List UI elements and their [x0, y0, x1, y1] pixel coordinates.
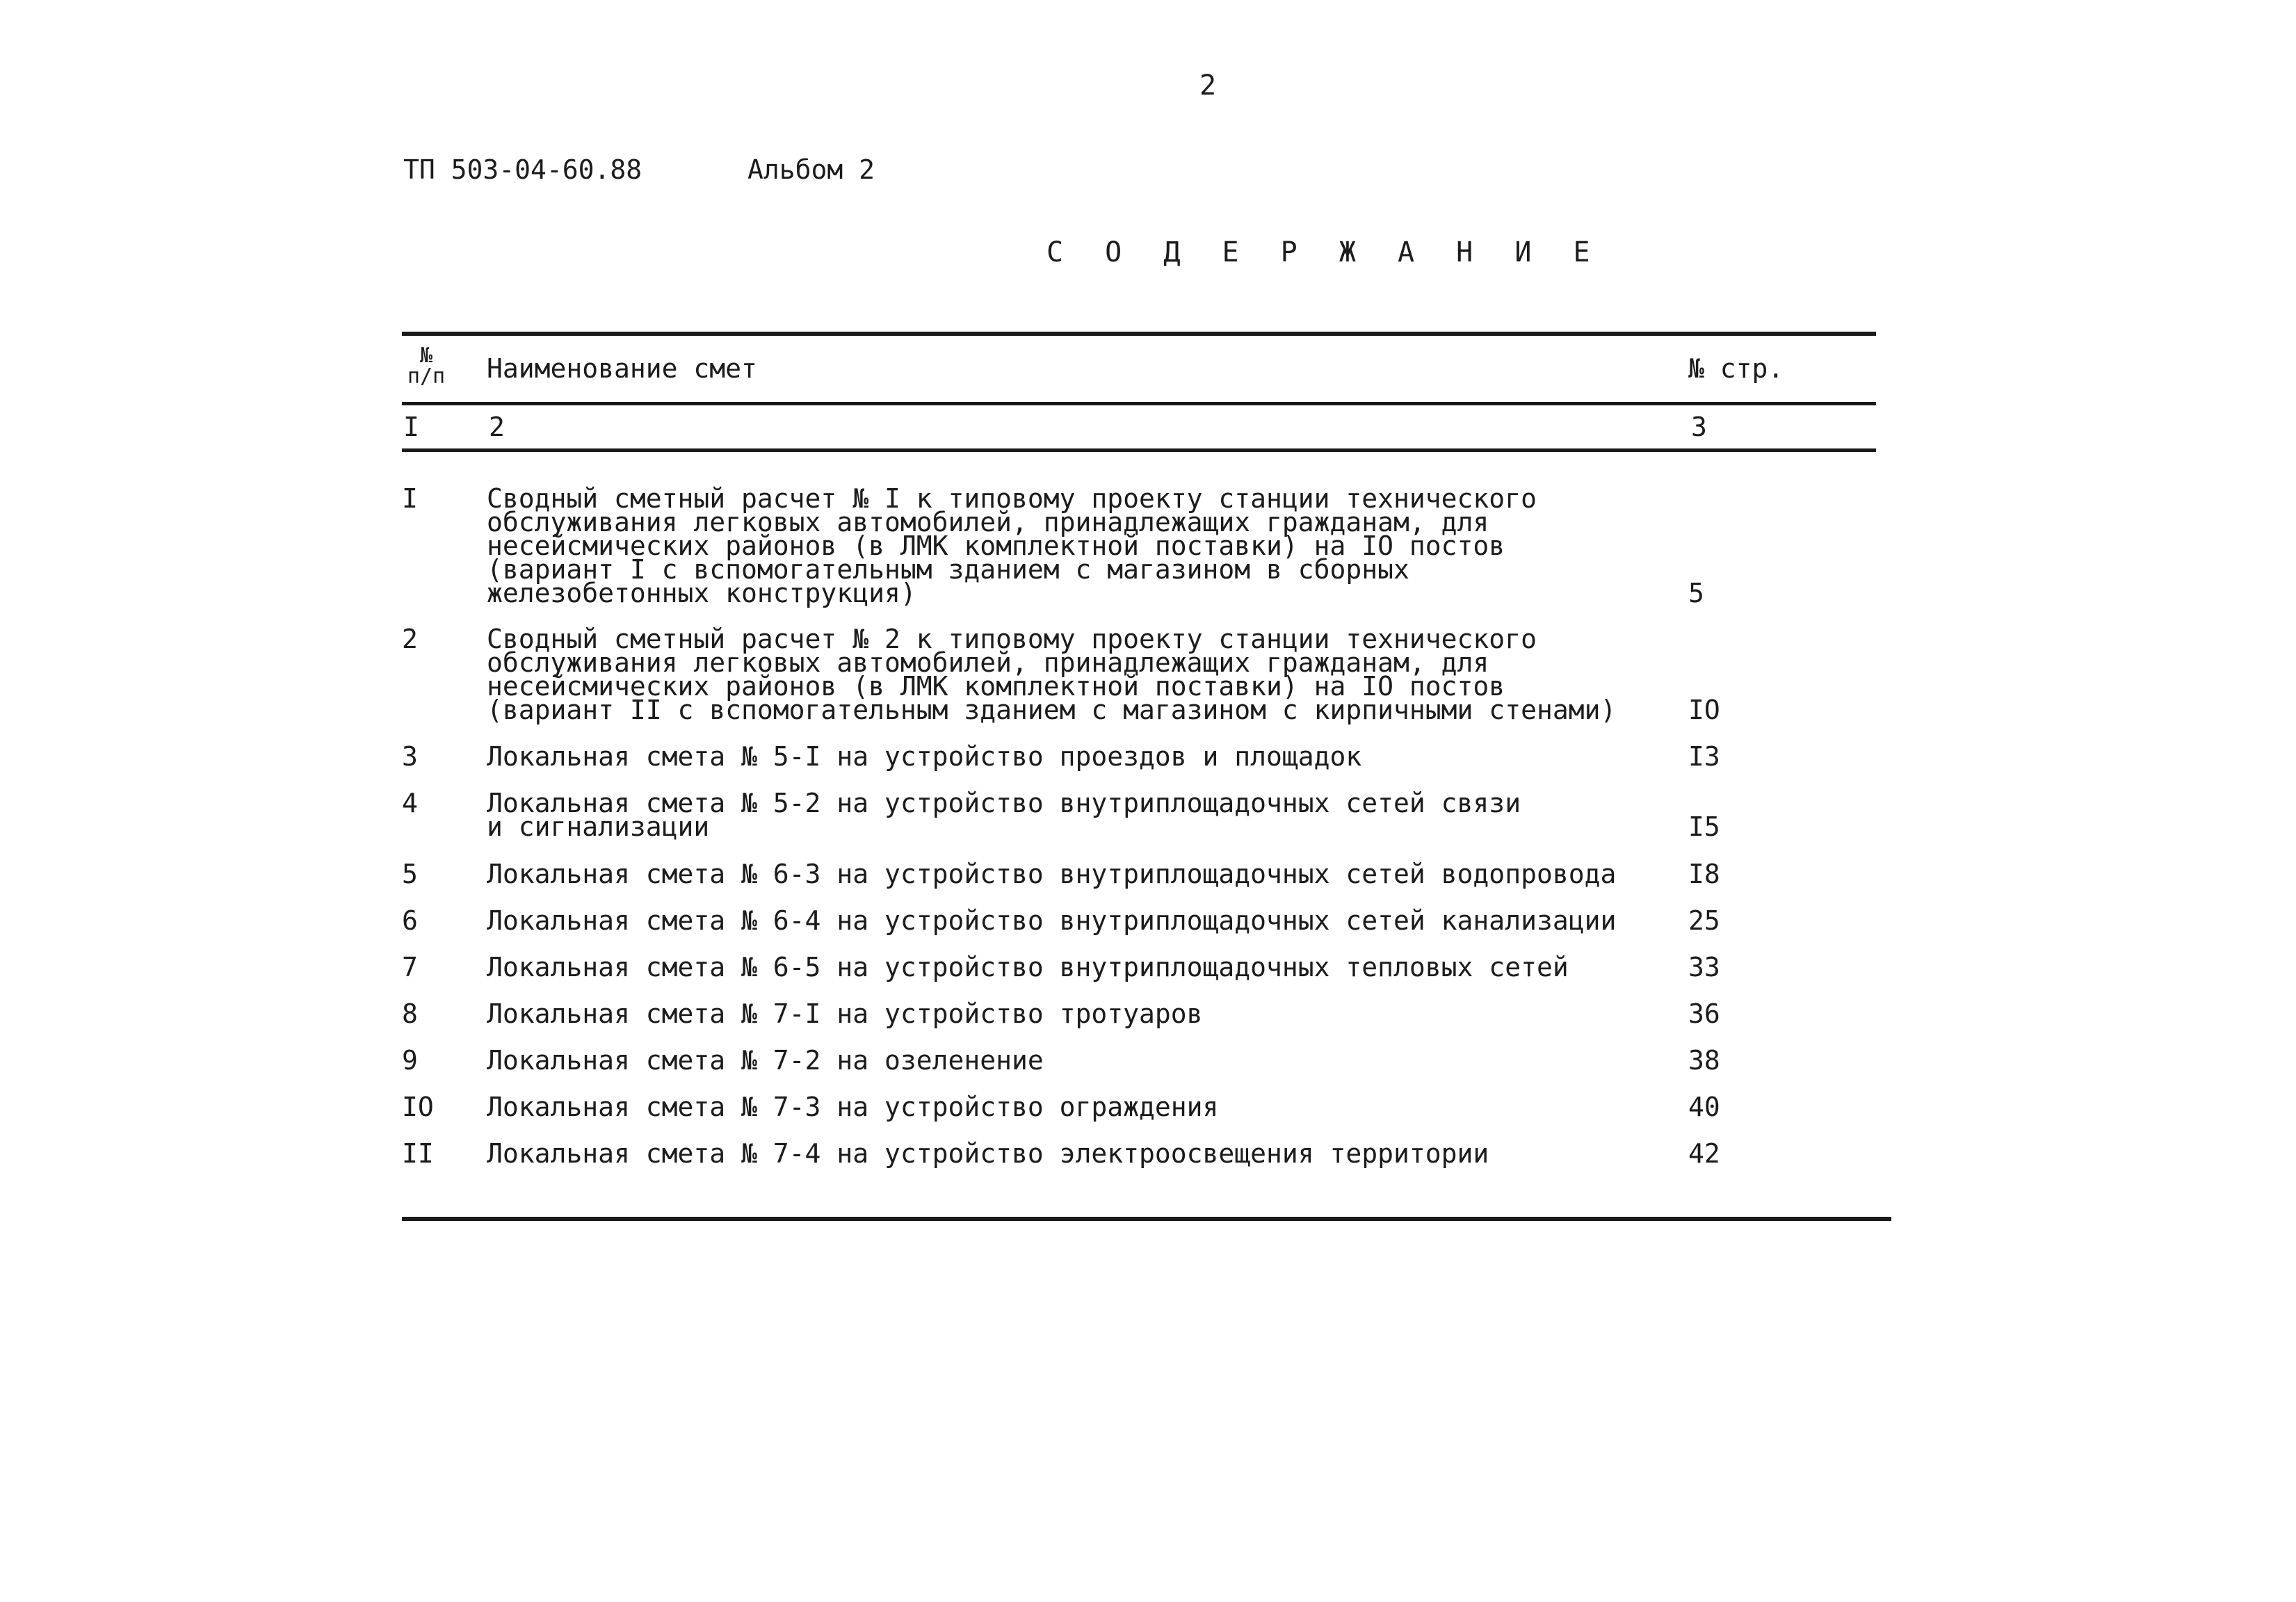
table-top-rule — [402, 332, 1876, 336]
row-page: IO — [1688, 695, 1720, 725]
row-name: Локальная смета № 5-2 на устройство внутриплощадочных сетей связи и сигнализации — [487, 788, 1521, 842]
row-name: Локальная смета № 6-3 на устройство внутриплощадочных сетей водопровода — [487, 859, 1617, 889]
row-name: Локальная смета № 6-5 на устройство внутриплощадочных тепловых сетей — [487, 952, 1569, 982]
header-num-column: № п/п — [407, 343, 446, 389]
page-number: 2 — [1199, 70, 1217, 102]
page-title: С О Д Е Р Ж А Н И Е — [1046, 236, 1603, 268]
row-page: 42 — [1688, 1138, 1720, 1169]
row-page: I5 — [1688, 811, 1720, 842]
album-label: Альбом 2 — [747, 154, 875, 185]
row-page: 33 — [1688, 952, 1720, 982]
row-number: 7 — [402, 952, 418, 982]
row-name: Локальная смета № 7-4 на устройство электроосвещения территории — [487, 1138, 1489, 1169]
row-page: 36 — [1688, 998, 1720, 1029]
row-name: Локальная смета № 7-2 на озеленение — [487, 1045, 1044, 1076]
header-page-column: № стр. — [1688, 353, 1784, 384]
row-name: Локальная смета № 7-I на устройство тротуаров — [487, 998, 1203, 1029]
row-number: 8 — [402, 998, 418, 1029]
row-name: Локальная смета № 6-4 на устройство внутриплощадочных сетей канализации — [487, 905, 1617, 936]
row-name: Локальная смета № 7-3 на устройство ограждения — [487, 1092, 1219, 1122]
row-page: I3 — [1688, 741, 1720, 772]
row-page: 25 — [1688, 905, 1720, 936]
header-name-column: Наименование смет — [487, 353, 757, 384]
row-number: IO — [402, 1092, 434, 1122]
table-bottom-rule — [402, 1217, 1891, 1221]
row-number: 2 — [402, 624, 418, 654]
document-code: ТП 503-04-60.88 — [403, 154, 642, 185]
header-bottom-rule — [402, 402, 1876, 405]
column-number-2: 2 — [489, 412, 505, 442]
row-page: 40 — [1688, 1092, 1720, 1122]
row-name: Локальная смета № 5-I на устройство проездов и площадок — [487, 741, 1362, 772]
row-page: I8 — [1688, 859, 1720, 889]
row-number: 5 — [402, 859, 418, 889]
row-number: II — [402, 1138, 434, 1169]
row-page: 38 — [1688, 1045, 1720, 1076]
column-number-3: 3 — [1691, 412, 1707, 442]
row-number: I — [402, 483, 418, 514]
row-number: 3 — [402, 741, 418, 772]
row-number: 9 — [402, 1045, 418, 1076]
row-number: 6 — [402, 905, 418, 936]
row-number: 4 — [402, 788, 418, 818]
row-page: 5 — [1688, 578, 1704, 608]
column-numbers-rule — [402, 448, 1876, 452]
column-number-1: I — [403, 412, 419, 442]
row-name: Сводный сметный расчет № I к типовому проекту станции технического обслуживания легковых автомобилей, принадлежащих гражданам, для несейсмических районов (в ЛМК комплектной поставки) на IO постов (вариант I с вспомогательным зданием с магазином в сборных железобетонных конструкция) — [487, 483, 1537, 608]
row-name: Сводный сметный расчет № 2 к типовому проекту станции технического обслуживания легковых автомобилей, принадлежащих гражданам, для несейсмических районов (в ЛМК комплектной поставки) на IO постов (вариант II с вспомогательным зданием с магазином с кирпичными стенами) — [487, 624, 1617, 725]
